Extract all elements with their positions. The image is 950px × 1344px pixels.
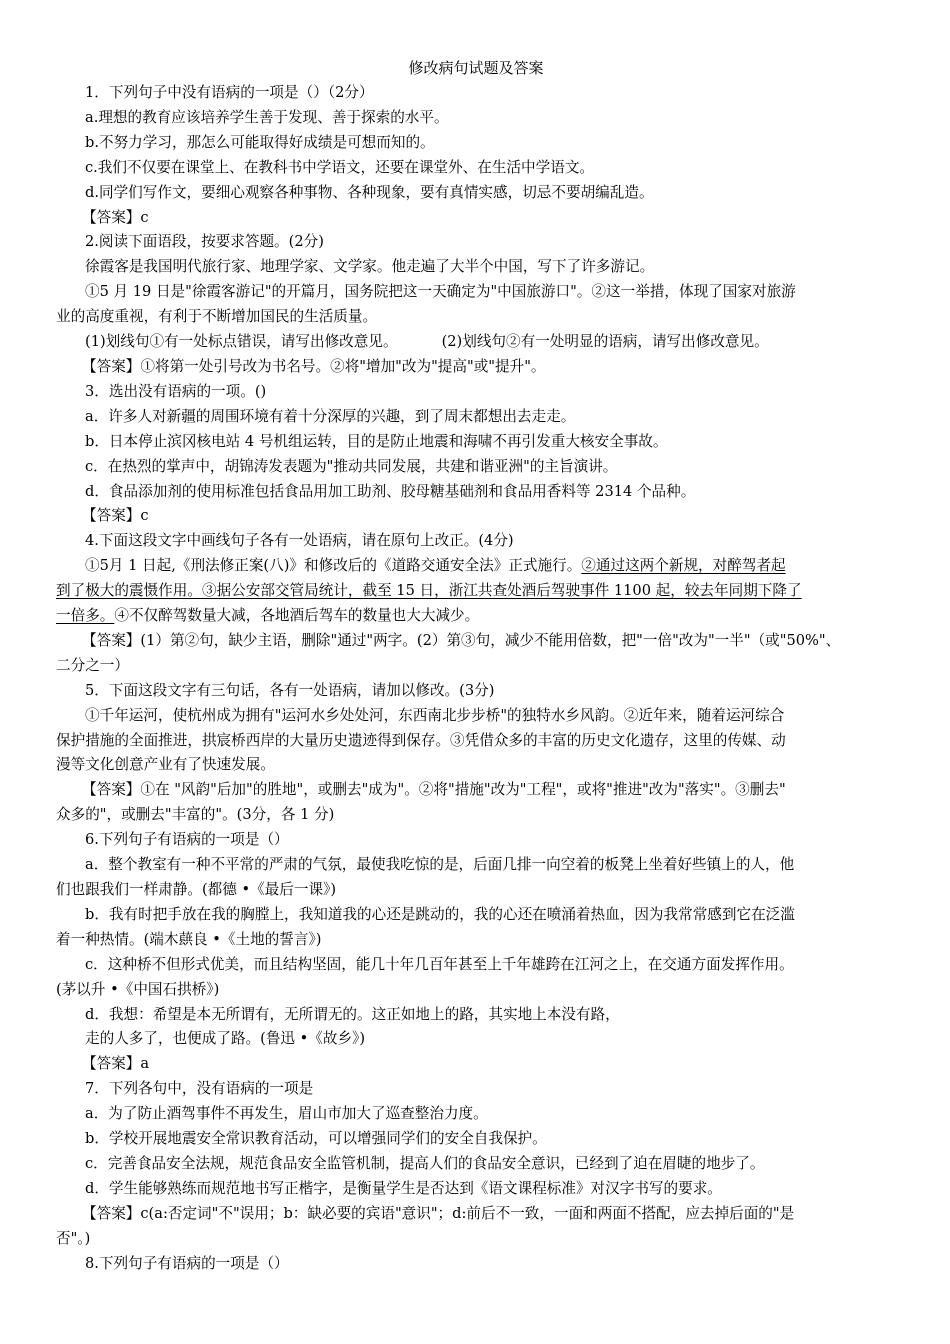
q6-answer: 【答案】a (82, 1055, 150, 1073)
q3-option-a: a．许多人对新疆的周围环境有着十分深厚的兴趣，到了周末都想出去走走。 (85, 407, 576, 425)
q4-stem: 4.下面这段文字中画线句子各有一处语病，请在原句上改正。(4分) (85, 532, 514, 550)
q6-option-d-line2: 走的人多了，也便成了路。(鲁迅 •《故乡》) (85, 1030, 366, 1048)
q5-stem: 5．下面这段文字有三句话，各有一处语病，请加以修改。(3分) (85, 681, 495, 699)
q3-option-c: c．在热烈的掌声中，胡锦涛发表题为"推动共同发展，共建和谐亚洲"的主旨演讲。 (85, 457, 618, 475)
q7-option-c: c．完善食品安全法规，规范食品安全监管机制，提高人们的食品安全意识，已经到了迫在眉睫的地步了。 (85, 1154, 765, 1172)
q7-answer-line2: 否"。) (56, 1229, 91, 1247)
q2-requirements (56, 330, 896, 355)
q3-answer: 【答案】c (82, 507, 149, 525)
q2-answer: 【答案】①将第一处引号改为书名号。②将"增加"改为"提高"或"提升"。 (82, 357, 546, 375)
q7-stem: 7．下列各句中，没有语病的一项是 (85, 1080, 314, 1098)
q5-passage-line3: 漫等文化创意产业有了快速发展。 (56, 756, 275, 774)
q4-sentence-1: ①5月 1 日起,《刑法修正案(八)》和修改后的《道路交通安全法》正式施行。 (85, 557, 582, 575)
q6-option-b-line1: b．我有时把手放在我的胸膛上，我知道我的心还是跳动的，我的心还在喷涌着热血，因为我常常感到它在泛滥 (85, 905, 795, 923)
q6-option-a-line2: 们也跟我们一样肃静。(都德 •《最后一课》) (56, 881, 337, 898)
q2-requirement-2: (2)划线句②有一处明显的语病，请写出修改意见。 (441, 333, 769, 351)
q4-underlined-sentence-2: ②通过这两个新规，对醉驾者起 (581, 557, 786, 575)
q6-option-c-line2: (茅以升 •《中国石拱桥》) (56, 980, 220, 998)
q2-passage-line2: 业的高度重视，有利于不断增加国民的生活质量。 (56, 308, 378, 326)
q7-answer-line1: 【答案】c(a:否定词"不"误用；b：缺必要的宾语"意识"；d:前后不一致，一面和两面不搭配，应去掉后面的"是 (82, 1204, 795, 1222)
q6-option-d-line1: d．我想：希望是本无所谓有，无所谓无的。这正如地上的路，其实地上本没有路， (85, 1005, 620, 1023)
q1-option-c: c.我们不仅要在课堂上、在教科书中学语文，还要在课堂外、在生活中学语文。 (85, 158, 595, 176)
q7-option-b: b．学校开展地震安全常识教育活动，可以增强同学们的安全自我保护。 (85, 1130, 547, 1148)
document-page (56, 56, 896, 1277)
q4-answer-line2: 二分之一） (56, 656, 129, 674)
q1-stem: 1．下列句子中没有语病的一项是（）（2分） (85, 84, 374, 101)
q1-answer: 【答案】c (82, 208, 149, 226)
q4-sentence-4: ④不仅醉驾数量大减，各地酒后驾车的数量也大大减少。 (114, 607, 480, 625)
q4-passage-line3 (56, 604, 896, 629)
q2-passage-line1: ①5 月 19 日是"徐霞客游记"的开篇月，国务院把这一天确定为"中国旅游口"。②这一举措，体现了国家对旅游 (85, 283, 796, 301)
q7-option-a: a．为了防止酒驾事件不再发生，眉山市加大了巡查整治力度。 (85, 1105, 488, 1123)
q1-option-a: a.理想的教育应该培养学生善于发现、善于探索的水平。 (85, 108, 449, 126)
q6-option-b-line2: 着一种热情。(端木蕻良 •《土地的誓言》) (56, 930, 322, 948)
q2-stem: 2.阅读下面语段，按要求答题。(2分) (85, 233, 324, 251)
q4-underlined-sentence-3-end: 一倍多。 (56, 607, 115, 625)
q1-option-b: b.不努力学习，那怎么可能取得好成绩是可想而知的。 (85, 133, 435, 151)
q7-option-d: d．学生能够熟练而规范地书写正楷字，是衡量学生是否达到《语文课程标准》对汉字书写的要求。 (85, 1179, 722, 1197)
q4-passage-line2 (56, 579, 896, 604)
q4-answer-line1: 【答案】(1）第②句，缺少主语，删除"通过"两字。(2）第③句，减少不能用倍数，把"一倍"改为"一半"（或"50%"、 (82, 631, 841, 649)
q5-passage-line1: ①千年运河，使杭州成为拥有"运河水乡处处河，东西南北步步桥"的独特水乡风韵。②近年来，随着运河综合 (85, 706, 785, 724)
q5-answer-line2: 众多的"，或删去"丰富的"。(3分，各 1 分) (56, 806, 335, 824)
q6-option-a-line1: a．整个教室有一种不平常的严肃的气氛，最使我吃惊的是，后面几排一向空着的板凳上坐着好些镇上的人，他 (85, 856, 795, 874)
q2-passage-intro: 徐霞客是我国明代旅行家、地理学家、文学家。他走遍了大半个中国，写下了许多游记。 (85, 258, 655, 276)
document-title: 修改病句试题及答案 (408, 59, 544, 77)
q5-answer-line1: 【答案】①在 "风韵"后加"的胜地"，或删去"成为"。②将"措施"改为"工程"，或将"推进"改为"落实"。③删去" (82, 781, 786, 799)
q6-stem: 6.下列句子有语病的一项是（） (85, 831, 289, 849)
q6-option-c-line1: c．这种桥不但形式优美，而且结构坚固，能几十年几百年甚至上千年雄跨在江河之上，在交通方面发挥作用。 (85, 955, 794, 973)
q2-requirement-1: (1)划线句①有一处标点错误，请写出修改意见。 (85, 333, 398, 351)
q3-stem: 3．选出没有语病的一项。() (85, 382, 267, 400)
q3-option-d: d．食品添加剂的使用标准包括食品用加工助剂、胶母糖基础剂和食品用香料等 2314 个品种。 (85, 482, 696, 500)
q4-underlined-sentence-3: 到了极大的震慑作用。③据公安部交管局统计，截至 15 日，浙江共查处酒后驾驶事件 1100 起，较去年同期下降了 (56, 582, 802, 600)
q5-passage-line2: 保护措施的全面推进，拱宸桥西岸的大量历史遗迹得到保存。③凭借众多的丰富的历史文化遗存，这里的传媒、动 (56, 731, 786, 749)
q3-option-b: b．日本停止滨冈核电站 4 号机组运转，目的是防止地震和海啸不再引发重大核安全事故。 (85, 432, 668, 450)
q4-passage-line1 (56, 554, 896, 579)
q1-option-d: d.同学们写作文，要细心观察各种事物、各种现象，要有真情实感，切忌不要胡编乱造。 (85, 183, 654, 201)
q8-stem: 8.下列句子有语病的一项是（） (85, 1254, 289, 1272)
